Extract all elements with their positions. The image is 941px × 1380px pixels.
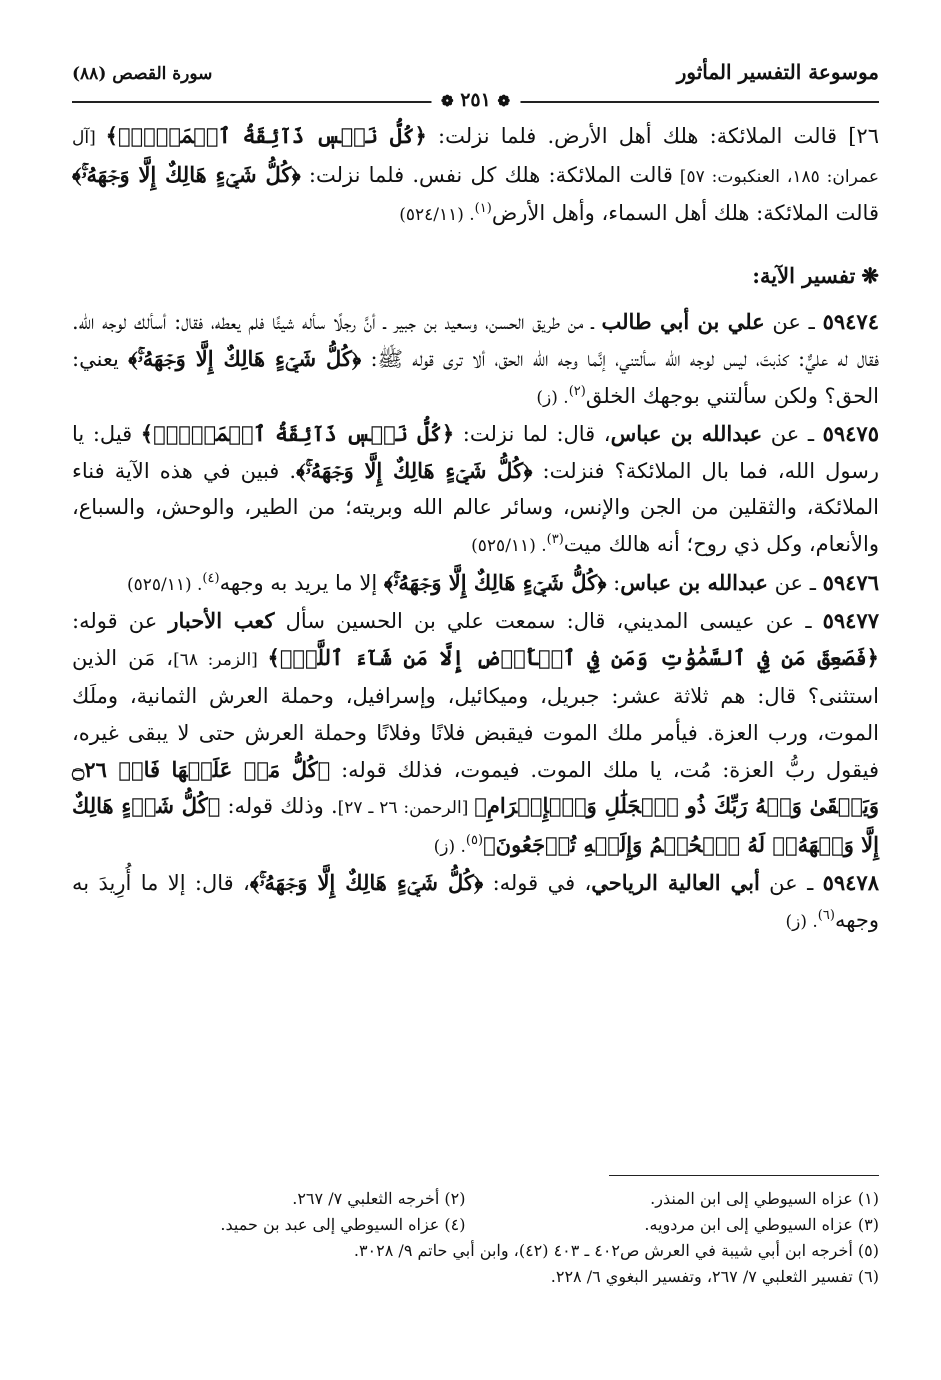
narration-entry: ٥٩٤٧٤ ـ عن علي بن أبي طالب ـ من طريق الحسن، وسعيد بن جبير ـ أنَّ رجلًا سأله شيئًا فلم يعطه، فقال: أسألك لوجه الله. فقال له عليٌّ: كذبتَ، ليس لوجه الله سألتني، إنَّما وجه الله الحق، ألا ترى قوله ﷺ: ﴿كُلُّ شَيۡءٍ هَالِكٌ إِلَّا وَجۡهَهُۥۚ﴾ يعني: الحق؟ ولكن سألتني بوجهك الخلق$^{(٢)}$. (ز)	[72, 309, 879, 408]
footnote-marker[interactable]: (٥)	[465, 832, 484, 848]
narration-number: ٥٩٤٧٥	[822, 421, 879, 447]
footnote: (٦) تفسير الثعلبي ٧/ ٢٦٧، وتفسير البغوي ٦/ ٢٢٨.	[550, 1267, 879, 1286]
verse-reference: [آل عمران: ١٨٥، العنكبوت: ٥٧]	[72, 128, 879, 187]
page-number-box	[431, 89, 520, 111]
quran-quote: ﴿كُلُّ مَنۡ عَلَيۡهَا فَانٖ ۝٢٦ وَيَبۡقَىٰ وَجۡهُ رَبِّكَ ذُو ٱلۡجَلَٰلِ وَٱلۡإِكۡرَامِ﴾	[72, 756, 880, 819]
narrator-name: عبدالله بن عباس	[610, 421, 763, 447]
footnote: (٢) أخرجه الثعلبي ٧/ ٢٦٧.	[292, 1189, 466, 1208]
quran-quote: ﴿كُلُّ شَيۡءٍ هَالِكٌ إِلَّا وَجۡهَهُۥۚ﴾	[383, 569, 607, 595]
narration-entry: ٥٩٤٧٦ ـ عن عبدالله بن عباس: ﴿كُلُّ شَيۡءٍ هَالِكٌ إِلَّا وَجۡهَهُۥۚ﴾ إلا ما يريد به وجهه$^{(٤)}$. (٥٢٥/١١)	[126, 569, 879, 595]
narration-entry: ٥٩٤٧٨ ـ عن أبي العالية الرياحي، في قوله: ﴿كُلُّ شَيۡءٍ هَالِكٌ إِلَّا وَجۡهَهُۥۚ﴾، قال: إلا ما أُرِيدَ به وجهه$^{(٦)}$. (ز)	[72, 870, 879, 932]
quran-quote: ﴿كُلُّ نَفۡسٖ ذَآئِقَةُ ٱلۡمَوۡتِۗ﴾	[105, 123, 427, 148]
narration-number: ٥٩٤٧٦	[822, 569, 879, 595]
narration-number: ٥٩٤٧٨	[822, 870, 879, 896]
running-header	[72, 60, 879, 118]
quran-quote: ﴿كُلُّ شَيۡءٍ هَالِكٌ إِلَّا وَجۡهَهُۥۚ﴾	[72, 161, 301, 187]
quran-quote: ﴿كُلُّ شَيۡءٍ هَالِكٌ إِلَّا وَجۡهَهُۥۚ لَهُ ٱلۡحُكۡمُ وَإِلَيۡهِ تُرۡجَعُونَ﴾	[72, 793, 879, 857]
quran-quote: ﴿كُلُّ شَيۡءٍ هَالِكٌ إِلَّا وَجۡهَهُۥۚ﴾	[296, 457, 533, 483]
verse-reference: [الرحمن: ٢٦ ـ ٢٧]	[337, 798, 475, 819]
narration-entry: ٥٩٤٧٧ ـ عن عيسى المديني، قال: سمعت علي بن الحسين سأل كعب الأحبار عن قوله: ﴿فَصَعِقَ مَن فِي ٱلسَّمَٰوَٰتِ وَمَن فِي ٱلۡأَرۡضِ إِلَّا مَن شَآءَ ٱللَّهُۖ﴾ [الزمر: ٦٨]، مَن الذين استثنى؟ قال: هم ثلاثة عشر: جبريل، وميكائيل، وإسرافيل، وحملة العرش الثمانية، وملَك الموت، ورب العزة. فيأمر ملك الموت فيقبض فلانًا وفلانًا وحملة العرش حتى لا يبقى غيره، فيقول ربُّ العزة: مُت، يا ملك الموت. فيموت، فذلك قوله: ﴿كُلُّ مَنۡ عَلَيۡهَا فَانٖ ۝٢٦ وَيَبۡقَىٰ وَجۡهُ رَبِّكَ ذُو ٱلۡجَلَٰلِ وَٱلۡإِكۡرَامِ﴾ [الرحمن: ٢٦ ـ ٢٧]. وذلك قوله: ﴿كُلُّ شَيۡءٍ هَالِكٌ إِلَّا وَجۡهَهُۥۚ لَهُ ٱلۡحُكۡمُ وَإِلَيۡهِ تُرۡجَعُونَ﴾$^{(٥)}$. (ز)	[72, 608, 880, 857]
narration-number: ٥٩٤٧٤	[822, 309, 879, 335]
main-text	[72, 118, 879, 940]
footnote-marker[interactable]: (٦)	[817, 907, 835, 923]
quran-quote: ﴿كُلُّ شَيۡءٍ هَالِكٌ إِلَّا وَجۡهَهُۥۚ﴾	[249, 870, 484, 896]
narrator-name: عبدالله بن عباس	[620, 569, 768, 595]
quran-quote: ﴿فَصَعِقَ مَن فِي ٱلسَّمَٰوَٰتِ وَمَن فِي ٱلۡأَرۡضِ إِلَّا مَن شَآءَ ٱللَّهُۖ﴾	[267, 644, 879, 670]
footnotes	[72, 1175, 879, 1290]
section-title: ❋تفسير الآية:	[752, 262, 879, 288]
ornament-icon: ❁	[497, 92, 511, 110]
narration-entry: ٥٩٤٧٥ ـ عن عبدالله بن عباس، قال: لما نزلت: ﴿كُلُّ نَفۡسٖ ذَآئِقَةُ ٱلۡمَوۡتِۗ﴾ قيل: يا رسول الله، فما بال الملائكة؟ فنزلت: ﴿كُلُّ شَيۡءٍ هَالِكٌ إِلَّا وَجۡهَهُۥۚ﴾. فبين في هذه الآية فناء الملائكة، والثقلين من الجن والإنس، وسائر عالم الله وبريته؛ من الطير، والوحش، والسباع، والأنعام، وكل ذي روح؛ أنه هالك ميت$^{(٣)}$. (٥٢٥/١١)	[72, 421, 879, 556]
footnote-marker[interactable]: (٣)	[546, 531, 564, 547]
footnote-rule	[609, 1175, 879, 1176]
narrator-name: علي بن أبي طالب	[601, 309, 765, 335]
narrator-name: أبي العالية الرياحي	[591, 870, 760, 896]
intro-paragraph: ٢٦] قالت الملائكة: هلك أهل الأرض. فلما نزلت: ﴿كُلُّ نَفۡسٖ ذَآئِقَةُ ٱلۡمَوۡتِۗ﴾ [آل عمران: ١٨٥، العنكبوت: ٥٧] قالت الملائكة: هلك كل نفس. فلما نزلت: ﴿كُلُّ شَيۡءٍ هَالِكٌ إِلَّا وَجۡهَهُۥۚ﴾ قالت الملائكة: هلك أهل السماء، وأهل الأرض$^{(١)}$. (٥٢٤/١١)	[72, 123, 879, 226]
quran-quote: ﴿كُلُّ شَيۡءٍ هَالِكٌ إِلَّا وَجۡهَهُۥۚ﴾	[128, 345, 362, 371]
narration-number: ٥٩٤٧٧	[822, 608, 879, 634]
book-title: موسوعة التفسير المأثور	[676, 60, 879, 84]
footnote: (٣) عزاه السيوطي إلى ابن مردويه.	[644, 1215, 879, 1234]
footnote-marker[interactable]: (١)	[474, 201, 492, 217]
footnote: (١) عزاه السيوطي إلى ابن المنذر.	[650, 1189, 879, 1208]
surah-label: سورة القصص (٨٨)	[72, 64, 213, 84]
footnote-marker[interactable]: (٢)	[568, 383, 586, 399]
footnote-marker[interactable]: (٤)	[202, 570, 220, 586]
footnote-grid	[72, 1186, 879, 1238]
quran-quote: ﴿كُلُّ نَفۡسٖ ذَآئِقَةُ ٱلۡمَوۡتِۗ﴾	[140, 421, 455, 447]
page	[72, 60, 879, 1340]
asterism-icon: ❋	[861, 262, 879, 288]
ornament-icon: ❁	[440, 92, 454, 110]
verse-reference: [الزمر: ٦٨]	[173, 649, 268, 670]
footnote: (٤) عزاه السيوطي إلى عبد بن حميد.	[220, 1215, 466, 1234]
footnote: (٥) أخرجه ابن أبي شيبة في العرش ص٤٠٢ ـ ٤٠٣ (٤٢)، وابن أبي حاتم ٩/ ٣٠٢٨.	[353, 1241, 879, 1260]
narrator-name: كعب الأحبار	[168, 608, 275, 634]
page-number: ٢٥١	[460, 89, 491, 111]
